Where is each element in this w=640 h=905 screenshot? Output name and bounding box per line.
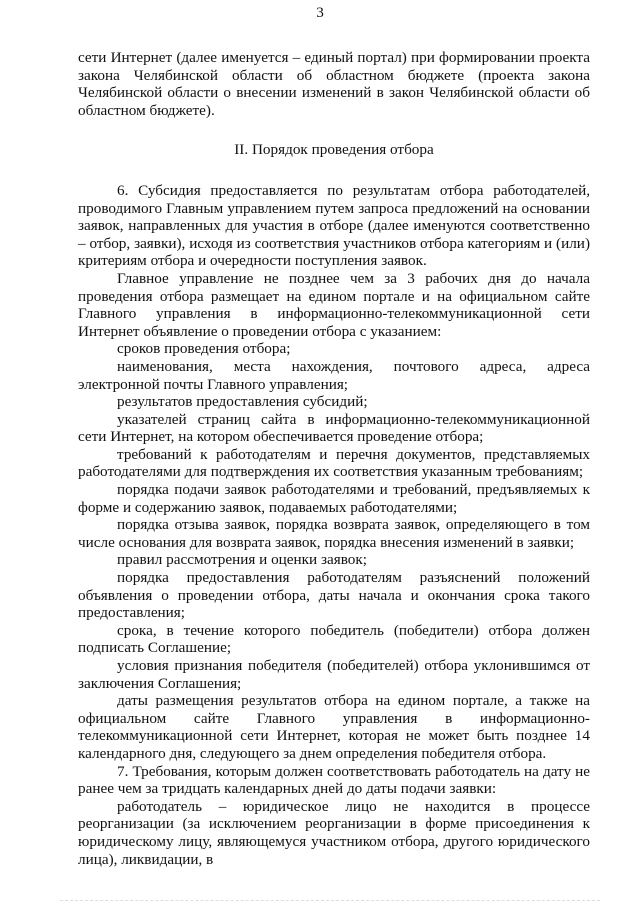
list-item: порядка предоставления работодателям разъяснений положений объявления о проведении отбора, даты начала и окончания срока такого предоставления; <box>78 569 590 622</box>
paragraph-item-6: 6. Субсидия предоставляется по результатам отбора работодателей, проводимого Главным управлением путем запроса предложений на основании заявок, направленных для участия в отборе (далее именуются соответственно – отбор, заявки), исходя из соответствия участников отбора категориям и (или) критериям отбора и очередности поступления заявок. <box>78 181 590 270</box>
list-item: указателей страниц сайта в информационно-телекоммуникационной сети Интернет, на котором обеспечивается проведение отбора; <box>78 410 590 446</box>
list-item: сроков проведения отбора; <box>117 340 291 358</box>
list-item: работодатель – юридическое лицо не находится в процессе реорганизации (за исключением реорганизации в форме присоединения к юридическому лицу, являющемуся участником отбора, другого юридического лица), ликвидации, в <box>78 797 590 868</box>
paragraph-item-7: 7. Требования, которым должен соответствовать работодатель на дату не ранее чем за тридцать календарных дней до даты подачи заявки: <box>78 762 590 798</box>
section-title: II. Порядок проведения отбора <box>234 141 434 159</box>
list-item: требований к работодателям и перечня документов, представляемых работодателями для подтверждения их соответствия указанным требованиям; <box>78 445 590 481</box>
page-bottom-edge <box>60 900 600 901</box>
intro-paragraph: сети Интернет (далее именуется – единый портал) при формировании проекта закона Челябинской области об областном бюджете (проекта закона Челябинской области о внесении изменений в закон Челябинской области об областном бюджете). <box>78 49 590 119</box>
list-item: срока, в течение которого победитель (победители) отбора должен подписать Соглашение; <box>78 621 590 657</box>
paragraph-announcement: Главное управление не позднее чем за 3 рабочих дня до начала проведения отбора размещает на едином портале и на официальном сайте Главного управления в информационно-телекоммуникационной сети Интернет объявление о проведении отбора с указанием: <box>78 269 590 340</box>
list-item: порядка подачи заявок работодателями и требований, предъявляемых к форме и содержанию заявок, подаваемых работодателями; <box>78 481 590 516</box>
document-body <box>78 49 590 868</box>
list-item: наименования, места нахождения, почтового адреса, адреса электронной почты Главного управления; <box>78 357 590 393</box>
page-number: 3 <box>316 4 324 21</box>
list-item: условия признания победителя (победителей) отбора уклонившимся от заключения Соглашения; <box>78 657 590 692</box>
list-item: порядка отзыва заявок, порядка возврата заявок, определяющего в том числе основания для возврата заявок, порядка внесения изменений в заявки; <box>78 516 590 551</box>
list-item: результатов предоставления субсидий; <box>117 393 368 411</box>
list-item: даты размещения результатов отбора на едином портале, а также на официальном сайте Главного управления в информационно-телекоммуникационной сети Интернет, которая не может быть позднее 14 календарного дня, следующего за днем определения победителя отбора. <box>78 692 590 762</box>
list-item: правил рассмотрения и оценки заявок; <box>117 551 367 569</box>
